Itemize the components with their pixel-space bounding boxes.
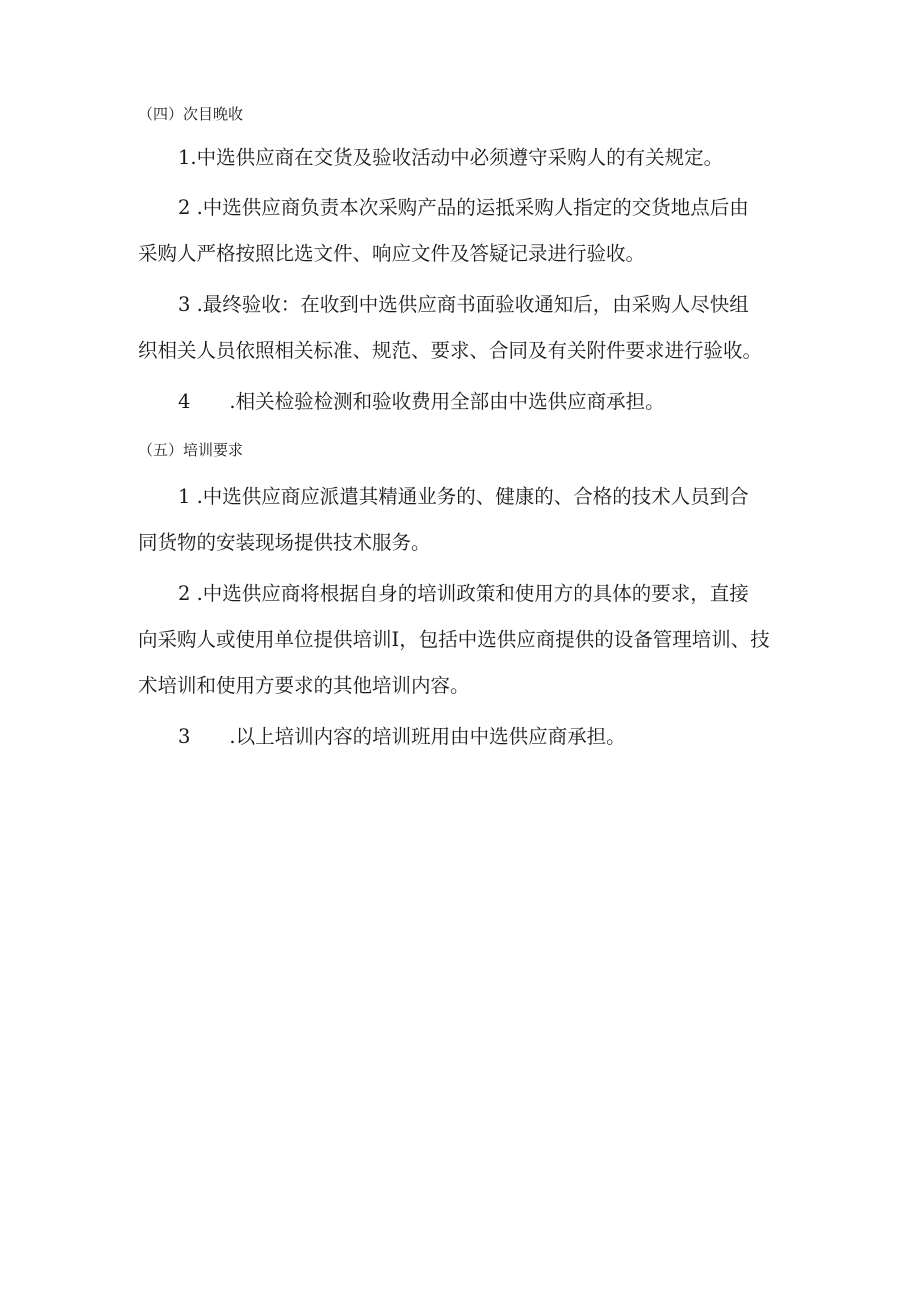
section-heading-acceptance: （四）次目晚收 xyxy=(138,105,244,123)
paragraph-line: 同货物的安装现场提供技术服务。 xyxy=(138,531,431,554)
paragraph-line: 1 .中选供应商应派遣其精通业务的、健康的、合格的技术人员到合 xyxy=(178,485,749,508)
acceptance-item-2 xyxy=(138,185,788,277)
acceptance-item-4 xyxy=(138,379,788,425)
paragraph-line: 向采购人或使用单位提供培训I，包括中选供应商提供的设备管理培训、技 xyxy=(138,628,770,651)
paragraph-line: 3 .以上培训内容的培训班用由中选供应商承担。 xyxy=(178,725,626,748)
training-item-3 xyxy=(138,714,788,760)
training-item-2 xyxy=(138,571,788,709)
acceptance-item-3 xyxy=(138,282,788,374)
paragraph-line: 术培训和使用方要求的其他培训内容。 xyxy=(138,674,470,697)
paragraph-line: 4 .相关检验检测和验收费用全部由中选供应商承担。 xyxy=(178,390,665,413)
acceptance-item-1 xyxy=(138,135,788,181)
training-item-1 xyxy=(138,474,788,566)
paragraph-line: 2 .中选供应商将根据自身的培训政策和使用方的具体的要求，直接 xyxy=(178,582,749,605)
paragraph-line: 织相关人员依照相关标准、规范、要求、合同及有关附件要求进行验收。 xyxy=(138,339,763,362)
paragraph-line: 1.中选供应商在交货及验收活动中必须遵守采购人的有关规定。 xyxy=(178,146,724,169)
paragraph-line: 采购人严格按照比选文件、响应文件及答疑记录进行验收。 xyxy=(138,242,646,265)
paragraph-line: 2 .中选供应商负责本次采购产品的运抵采购人指定的交货地点后由 xyxy=(178,196,749,219)
paragraph-line: 3 .最终验收：在收到中选供应商书面验收通知后，由采购人尽快组 xyxy=(178,293,749,316)
section-heading-training: （五）培训要求 xyxy=(138,441,244,459)
